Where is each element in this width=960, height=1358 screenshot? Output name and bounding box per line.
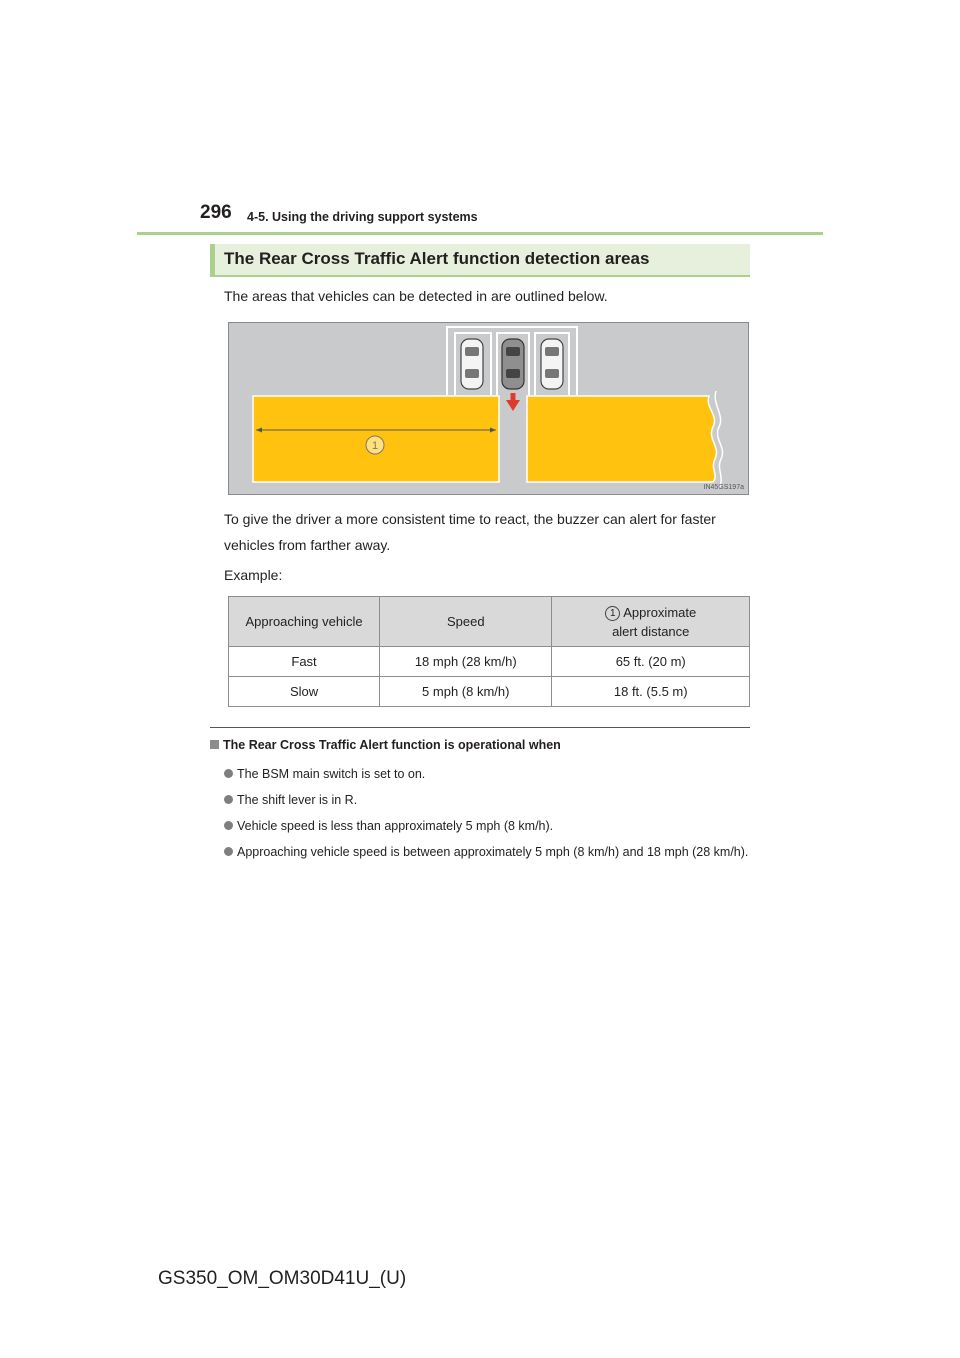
- bullet-text: The shift lever is in R.: [237, 793, 358, 807]
- parked-car-left-icon: [461, 339, 483, 389]
- bullet-text: The BSM main switch is set to on.: [237, 767, 426, 781]
- section-heading: [210, 244, 750, 277]
- table-row: [229, 647, 750, 677]
- reverse-direction-arrow-icon: [506, 393, 520, 411]
- cell-speed: 5 mph (8 km/h): [380, 677, 552, 707]
- header-alert-distance-line2: alert distance: [612, 623, 690, 639]
- bullet-text: Vehicle speed is less than approximately 5 mph (8 km/h).: [237, 819, 554, 833]
- cell-vehicle: Slow: [229, 677, 380, 707]
- right-detection-zone: [527, 396, 717, 482]
- note-heading-text: The Rear Cross Traffic Alert function is operational when: [223, 738, 561, 752]
- list-item: [224, 842, 754, 862]
- parked-car-right-icon: [541, 339, 563, 389]
- bullet-dot-icon: [224, 847, 233, 856]
- square-bullet-icon: [210, 740, 219, 749]
- cell-vehicle: Fast: [229, 647, 380, 677]
- example-label: Example:: [224, 567, 283, 583]
- detection-area-figure: [228, 322, 749, 495]
- buzzer-paragraph: To give the driver a more consistent time to react, the buzzer can alert for faster vehicles from farther away.: [224, 511, 716, 553]
- document-footer-code: GS350_OM_OM30D41U_(U): [158, 1268, 407, 1289]
- callout-1-label: 1: [371, 440, 379, 452]
- bullet-dot-icon: [224, 769, 233, 778]
- list-item: [224, 764, 754, 784]
- cell-speed: 18 mph (28 km/h): [380, 647, 552, 677]
- figure-code: IN45GS197a: [703, 484, 744, 491]
- header-approaching-vehicle: Approaching vehicle: [229, 597, 380, 647]
- header-speed: Speed: [380, 597, 552, 647]
- header-alert-distance-line1: Approximate: [623, 604, 697, 620]
- alert-distance-table: [228, 596, 750, 707]
- intro-paragraph: The areas that vehicles can be detected in are outlined below.: [224, 288, 608, 304]
- header-divider: [137, 232, 823, 235]
- table-row: [229, 677, 750, 707]
- cell-distance: 18 ft. (5.5 m): [552, 677, 750, 707]
- detection-area-diagram: [229, 323, 748, 494]
- page-number: 296: [200, 202, 232, 223]
- cell-distance: 65 ft. (20 m): [552, 647, 750, 677]
- heading-accent: [210, 244, 215, 277]
- header-alert-distance: [552, 597, 750, 647]
- table-header-row: [229, 597, 750, 647]
- bullet-text: Approaching vehicle speed is between approximately 5 mph (8 km/h) and 18 mph (28 km/h).: [237, 845, 749, 859]
- list-item: [224, 790, 754, 810]
- note-divider: [210, 727, 750, 728]
- bullet-dot-icon: [224, 821, 233, 830]
- bullet-dot-icon: [224, 795, 233, 804]
- callout-1-icon: 1: [605, 606, 620, 621]
- section-heading-title: The Rear Cross Traffic Alert function detection areas: [224, 249, 650, 268]
- list-item: [224, 816, 754, 836]
- note-heading: [210, 738, 561, 752]
- reversing-car-icon: [502, 339, 524, 389]
- section-breadcrumb: 4-5. Using the driving support systems: [247, 210, 478, 224]
